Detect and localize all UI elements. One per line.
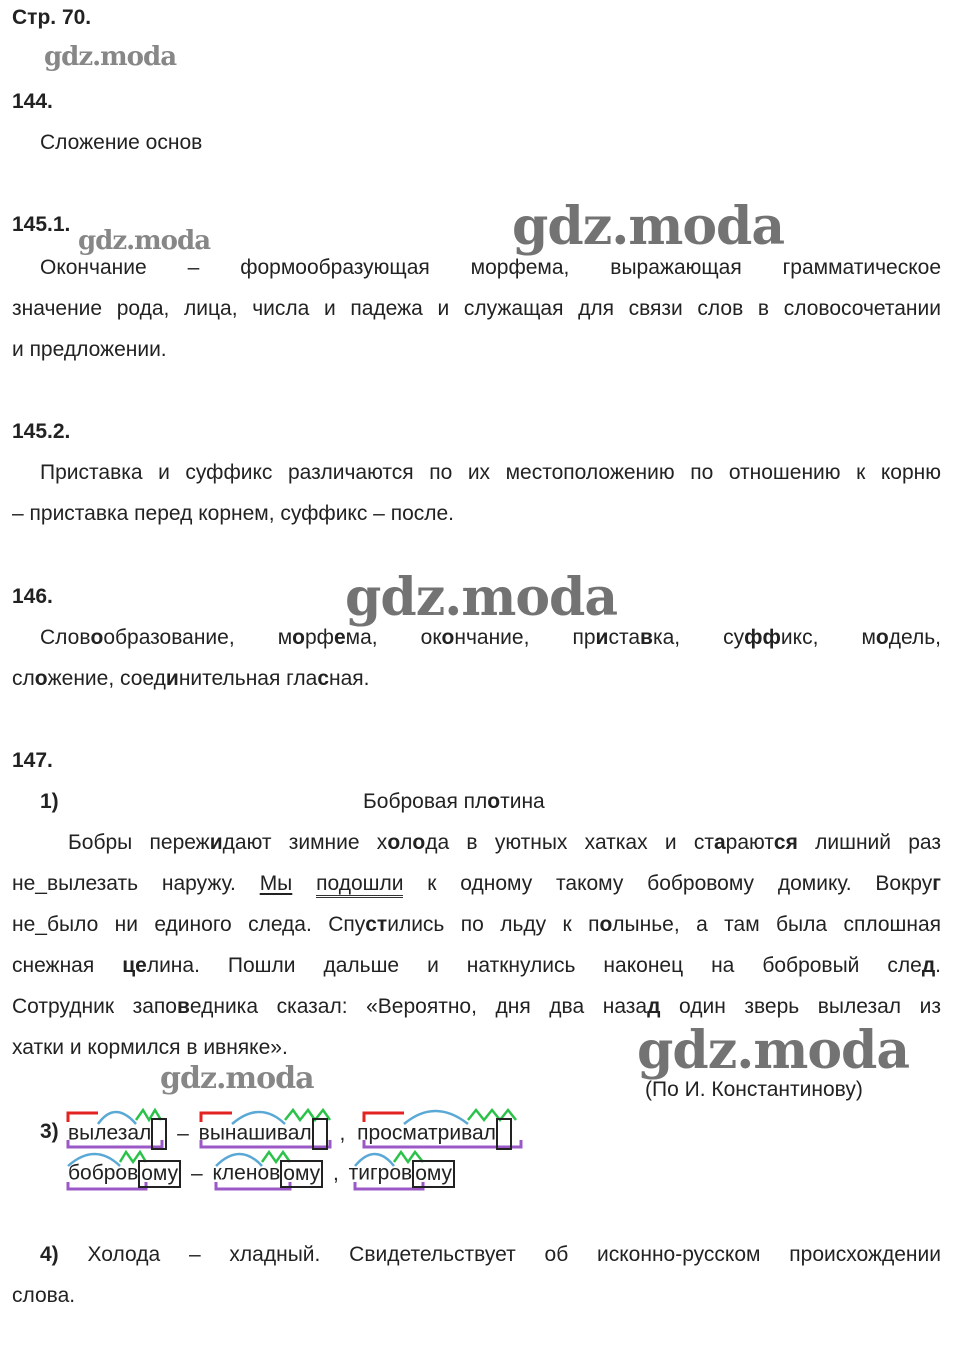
text-segment: .: [935, 954, 942, 977]
text-line: Окончание – формообразующая морфема, выражающая грамматическое: [40, 256, 941, 279]
text-line: слова.: [12, 1284, 76, 1307]
ending-box: ому: [412, 1160, 455, 1188]
text-line: [12, 617, 941, 658]
bold-letter: ся: [773, 831, 798, 854]
text-segment: [292, 872, 316, 895]
text-line: значение рода, лица, числа и падежа и служащая для связи слов в словосочетании: [12, 297, 941, 320]
bold-letter: фф: [744, 626, 781, 649]
text-line: [12, 658, 941, 699]
text-line: – приставка перед корнем, суффикс – после.: [12, 502, 455, 525]
exercise-answer: [12, 452, 941, 534]
bold-letter: о: [387, 831, 401, 854]
text-segment: рф: [305, 626, 334, 649]
part-label: 1): [40, 790, 59, 813]
ending-box: [312, 1118, 328, 1150]
exercise-answer: [12, 247, 941, 370]
part-label: 4): [40, 1243, 59, 1266]
ending-box: ому: [280, 1160, 323, 1188]
exercise-answer: [12, 1234, 941, 1316]
text-line: [12, 904, 941, 945]
text-segment: лынье, а там была сплошная: [612, 913, 941, 936]
text-segment: ная.: [329, 667, 370, 690]
bold-letter: о: [292, 626, 305, 649]
exercise-number: 145.2.: [12, 420, 71, 443]
ending-box: ому: [138, 1160, 181, 1188]
text-segment: Сотрудник запо: [12, 995, 177, 1018]
word: просматривал: [357, 1121, 496, 1145]
bold-letter: о: [34, 667, 48, 690]
dash: –: [190, 1161, 203, 1185]
exercise-number: 144.: [12, 90, 53, 113]
page-number: Стр. 70.: [12, 6, 92, 29]
text-line: [12, 822, 941, 863]
text-segment: дель,: [888, 626, 941, 649]
text-line: [12, 986, 941, 1027]
bold-letter: в: [176, 995, 190, 1018]
word: вынашивал: [198, 1121, 312, 1145]
text-segment: лишний раз: [797, 831, 942, 854]
exercise-number: 147.: [12, 749, 53, 772]
text-segment: рают: [725, 831, 774, 854]
text-segment: образование, м: [103, 626, 293, 649]
text-segment: один зверь вылезал из: [660, 995, 941, 1018]
text-segment: дают зимние х: [222, 831, 388, 854]
text-segment: снежная: [12, 954, 123, 977]
bold-letter: д: [647, 995, 661, 1018]
text-segment: тина: [500, 790, 545, 813]
text-line: Приставка и суффикс различаются по их местоположению по отношению к корню: [40, 461, 941, 484]
bold-letter: с: [317, 667, 329, 690]
word: вылезал: [68, 1121, 152, 1145]
exercise-number: 145.1.: [12, 213, 71, 236]
bold-letter: и: [209, 831, 223, 854]
bold-letter: в: [640, 626, 653, 649]
word-stem: тигров: [348, 1161, 413, 1185]
text-segment: лина. Пошли дальше и наткнулись наконец на бобровый сле: [146, 954, 922, 977]
watermark: gdz.moda: [160, 1061, 314, 1096]
text-segment: не_вылезать наружу.: [12, 872, 260, 895]
text-segment: да в уютных хатках и ст: [425, 831, 714, 854]
bold-letter: ст: [365, 913, 388, 936]
bold-letter: и: [165, 667, 179, 690]
bold-letter: д: [921, 954, 936, 977]
text-segment: л: [400, 831, 413, 854]
bold-letter: о: [875, 626, 889, 649]
text-segment: хатки и кормился в ивняке».: [12, 1036, 288, 1059]
exercise-number: 146.: [12, 585, 53, 608]
text-line: [12, 945, 941, 986]
ending-box: [151, 1118, 167, 1150]
exercise-answer: [12, 617, 941, 699]
text-segment: к одному такому бобровому домику. Вокру: [403, 872, 933, 895]
exercise-answer: [12, 822, 941, 1068]
text-segment: нительная гла: [178, 667, 318, 690]
text-segment: Слов: [40, 626, 91, 649]
watermark: gdz.moda: [78, 226, 211, 256]
text-segment: икс, м: [780, 626, 876, 649]
text-segment: ка, су: [652, 626, 745, 649]
bold-letter: г: [932, 872, 941, 895]
watermark: gdz.moda: [637, 1020, 910, 1081]
word-stem: бобров: [68, 1161, 139, 1185]
underlined-word: Мы: [259, 872, 293, 895]
word-analysis-row: [68, 1160, 455, 1188]
text-segment: жение, соед: [47, 667, 166, 690]
watermark: gdz.moda: [512, 196, 785, 257]
text-segment: ились по льду к п: [387, 913, 600, 936]
text-line: [12, 1027, 941, 1068]
text-segment: нчание, пр: [454, 626, 596, 649]
text-segment: Бобры переж: [68, 831, 210, 854]
watermark: gdz.moda: [345, 567, 618, 628]
bold-letter: е: [333, 626, 346, 649]
bold-letter: и: [595, 626, 609, 649]
ending-box: [496, 1118, 512, 1150]
text-segment: сл: [12, 667, 35, 690]
text-line: и предложении.: [12, 338, 167, 361]
text-line: [12, 1234, 941, 1275]
author-credit: (По И. Константинову): [645, 1078, 863, 1101]
watermark: gdz.moda: [44, 42, 177, 72]
bold-letter: о: [599, 913, 613, 936]
exercise-answer: Сложение основ: [40, 131, 203, 154]
text-segment: ста: [608, 626, 641, 649]
comma: ,: [332, 1161, 339, 1185]
bold-letter: а: [713, 831, 726, 854]
bold-letter: це: [122, 954, 147, 977]
text-segment: Бобровая пл: [363, 790, 488, 813]
text-segment: едника сказал: «Вероятно, дня два наза: [189, 995, 648, 1018]
text-content: Холода – хладный. Свидетельствует об исконно-русском происхождении: [87, 1243, 941, 1266]
bold-letter: о: [412, 831, 426, 854]
text-line: [12, 863, 941, 904]
comma: ,: [339, 1121, 346, 1145]
word-analysis-row: [68, 1118, 512, 1150]
bold-letter: о: [441, 626, 455, 649]
word-stem: кленов: [212, 1161, 281, 1185]
underlined-word: подошли: [316, 872, 403, 898]
text-title: [363, 790, 545, 814]
bold-letter: о: [487, 790, 501, 813]
bold-letter: о: [90, 626, 104, 649]
text-segment: ма, ок: [345, 626, 442, 649]
text-segment: не_было ни единого следа. Спу: [12, 913, 366, 936]
part-label: 3): [40, 1120, 59, 1143]
dash: –: [177, 1121, 189, 1145]
